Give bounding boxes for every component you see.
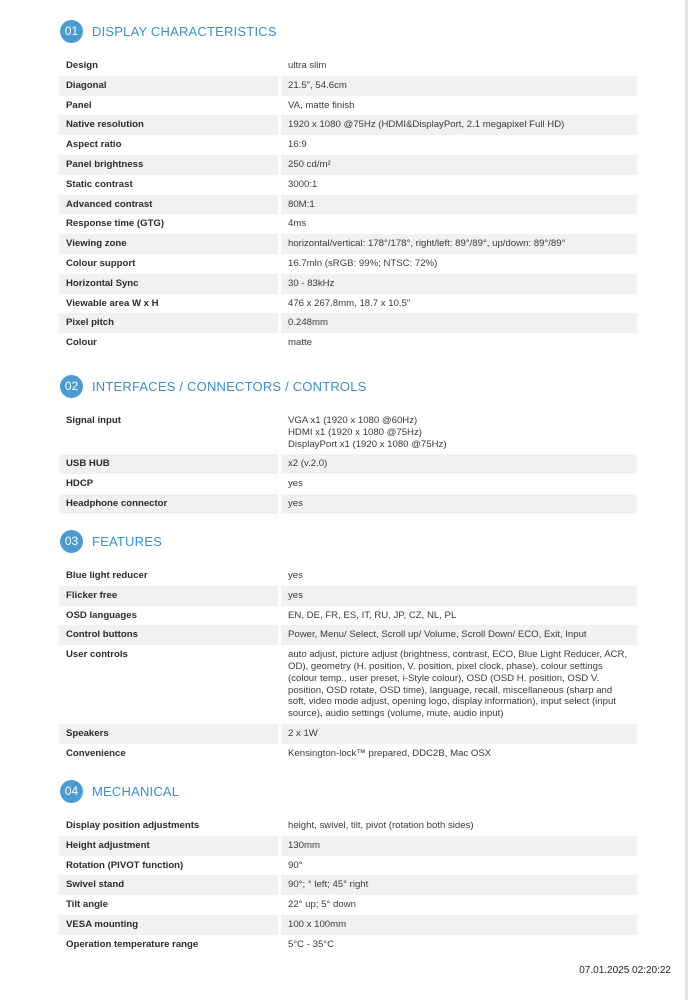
spec-value: 250 cd/m² [281,155,637,175]
spec-table [59,816,637,955]
spec-label: Speakers [59,724,278,744]
spec-row [59,411,637,454]
spec-label: Height adjustment [59,836,278,856]
spec-value: 100 x 100mm [281,915,637,935]
spec-label: User controls [66,649,128,661]
spec-row [59,333,637,353]
spec-label: VESA mounting [59,915,278,935]
spec-value: 80M:1 [281,195,637,215]
spec-row [59,56,637,76]
spec-row [59,836,637,856]
spec-label: Blue light reducer [66,570,148,581]
spec-row [59,175,637,195]
spec-row [59,494,637,514]
spec-row [59,875,637,895]
spec-label: Native resolution [59,115,278,135]
spec-row [59,625,637,645]
spec-label: Panel brightness [59,155,278,175]
spec-label: Design [66,60,98,71]
spec-label: Colour support [66,257,136,269]
section-title: MECHANICAL [92,783,180,799]
section-interfaces [59,373,637,514]
spec-label: Operation temperature range [66,938,199,950]
spec-row [59,895,637,915]
spec-label: OSD languages [66,609,137,621]
spec-label: Swivel stand [59,875,278,895]
spec-value: 3000:1 [288,178,318,190]
spec-value: yes [281,494,637,514]
spec-row [59,566,637,586]
spec-label: Diagonal [59,76,278,96]
spec-value: Kensington-lock™ prepared, DDC2B, Mac OSX [288,747,492,759]
spec-row [59,935,637,955]
section-header [59,778,637,804]
spec-label: Pixel pitch [59,313,278,333]
spec-row [59,856,637,876]
spec-label: Panel [66,99,92,111]
spec-value: 130mm [281,836,637,856]
spec-value: 90° [288,859,303,871]
spec-value: VA, matte finish [288,99,355,111]
spec-value: 30 - 83kHz [281,274,637,294]
spec-row [59,76,637,96]
section-number-badge: 03 [60,530,83,553]
spec-row [59,135,637,155]
spec-value: 16:9 [288,139,307,151]
section-features [59,528,637,764]
spec-value [281,411,637,454]
spec-label: Advanced contrast [59,195,278,215]
spec-value: 16.7mln (sRGB: 99%; NTSC: 72%) [288,257,438,269]
spec-label: Signal input [66,415,121,426]
spec-value: 22° up; 5° down [288,899,356,911]
section-number-badge: 01 [60,20,83,43]
spec-label: Aspect ratio [66,139,122,151]
spec-label: Headphone connector [59,494,278,514]
spec-row [59,915,637,935]
spec-row [59,816,637,836]
spec-row [59,115,637,135]
spec-label: Flicker free [59,586,278,606]
spec-value-line: DisplayPort x1 (1920 x 1080 @75Hz) [288,438,447,450]
spec-label: Convenience [66,747,126,759]
spec-row [59,294,637,314]
spec-row [59,724,637,744]
spec-table [59,566,637,764]
spec-value: height, swivel, tilt, pivot (rotation both sides) [288,820,474,831]
spec-value: matte [288,337,312,349]
spec-value: x2 (v.2.0) [281,454,637,474]
spec-label: Response time (GTG) [66,218,165,230]
spec-row [59,645,637,724]
spec-row [59,155,637,175]
spec-row [59,454,637,474]
spec-table [59,411,637,514]
spec-value: 4ms [288,218,307,230]
spec-label: Viewable area W x H [66,297,159,309]
spec-row [59,96,637,116]
spec-label: Static contrast [66,178,133,190]
spec-label: Control buttons [59,625,278,645]
print-timestamp: 07.01.2025 02:20:22 [579,965,671,976]
section-number-badge: 02 [60,375,83,398]
section-title: FEATURES [92,533,162,549]
section-display-characteristics [59,18,637,353]
spec-value: yes [288,570,303,581]
spec-value: horizontal/vertical: 178°/178°, right/left: 89°/89°, up/down: 89°/89° [281,234,637,254]
spec-value: ultra slim [288,60,327,71]
spec-label: Display position adjustments [66,820,200,831]
section-header [59,528,637,554]
spec-value: 5°C - 35°C [288,938,335,950]
spec-label: USB HUB [59,454,278,474]
spec-value-line: HDMI x1 (1920 x 1080 @75Hz) [288,426,422,438]
section-title: DISPLAY CHARACTERISTICS [92,23,277,39]
spec-value: 0.248mm [281,313,637,333]
spec-value: 2 x 1W [281,724,637,744]
spec-value: 21.5", 54.6cm [281,76,637,96]
section-header [59,18,637,44]
spec-value: 90°; ° left; 45° right [281,875,637,895]
spec-row [59,474,637,494]
section-header [59,373,637,399]
spec-label: Horizontal Sync [59,274,278,294]
section-title: INTERFACES / CONNECTORS / CONTROLS [92,378,367,394]
section-number-badge: 04 [60,780,83,803]
spec-row [59,586,637,606]
spec-label: Rotation (PIVOT function) [66,859,184,871]
spec-value: auto adjust, picture adjust (brightness, contrast, ECO, Blue Light Reducer, ACR, OD), geometry (H. position, V. position, pixel clock, phase), colour settings (colour temp., user preset, i-Style colour), OSD (OSD H. position, OSD V. position, OSD rotate, OSD time), language, recall, miscellaneous (sharp and soft, video mode adjust, opening logo, display information), input select (input source), audio settings (volume, mute, audio input) [288,649,628,720]
spec-value: yes [281,586,637,606]
spec-label: Viewing zone [59,234,278,254]
spec-value: yes [288,478,303,490]
spec-row [59,606,637,626]
spec-value: 1920 x 1080 @75Hz (HDMI&DisplayPort, 2.1 megapixel Full HD) [281,115,637,135]
spec-value-line: VGA x1 (1920 x 1080 @60Hz) [288,415,418,426]
spec-value: Power, Menu/ Select, Scroll up/ Volume, Scroll Down/ ECO, Exit, Input [281,625,637,645]
spec-value: EN, DE, FR, ES, IT, RU, JP, CZ, NL, PL [288,609,457,621]
spec-table [59,56,637,353]
spec-row [59,744,637,764]
spec-label: Tilt angle [66,899,108,911]
spec-row [59,234,637,254]
spec-row [59,254,637,274]
spec-label: Colour [66,337,97,349]
spec-row [59,214,637,234]
section-mechanical [59,778,637,955]
spec-row [59,274,637,294]
spec-row [59,313,637,333]
spec-value: 476 x 267.8mm, 18.7 x 10.5" [288,297,411,309]
spec-row [59,195,637,215]
spec-label: HDCP [66,478,94,490]
